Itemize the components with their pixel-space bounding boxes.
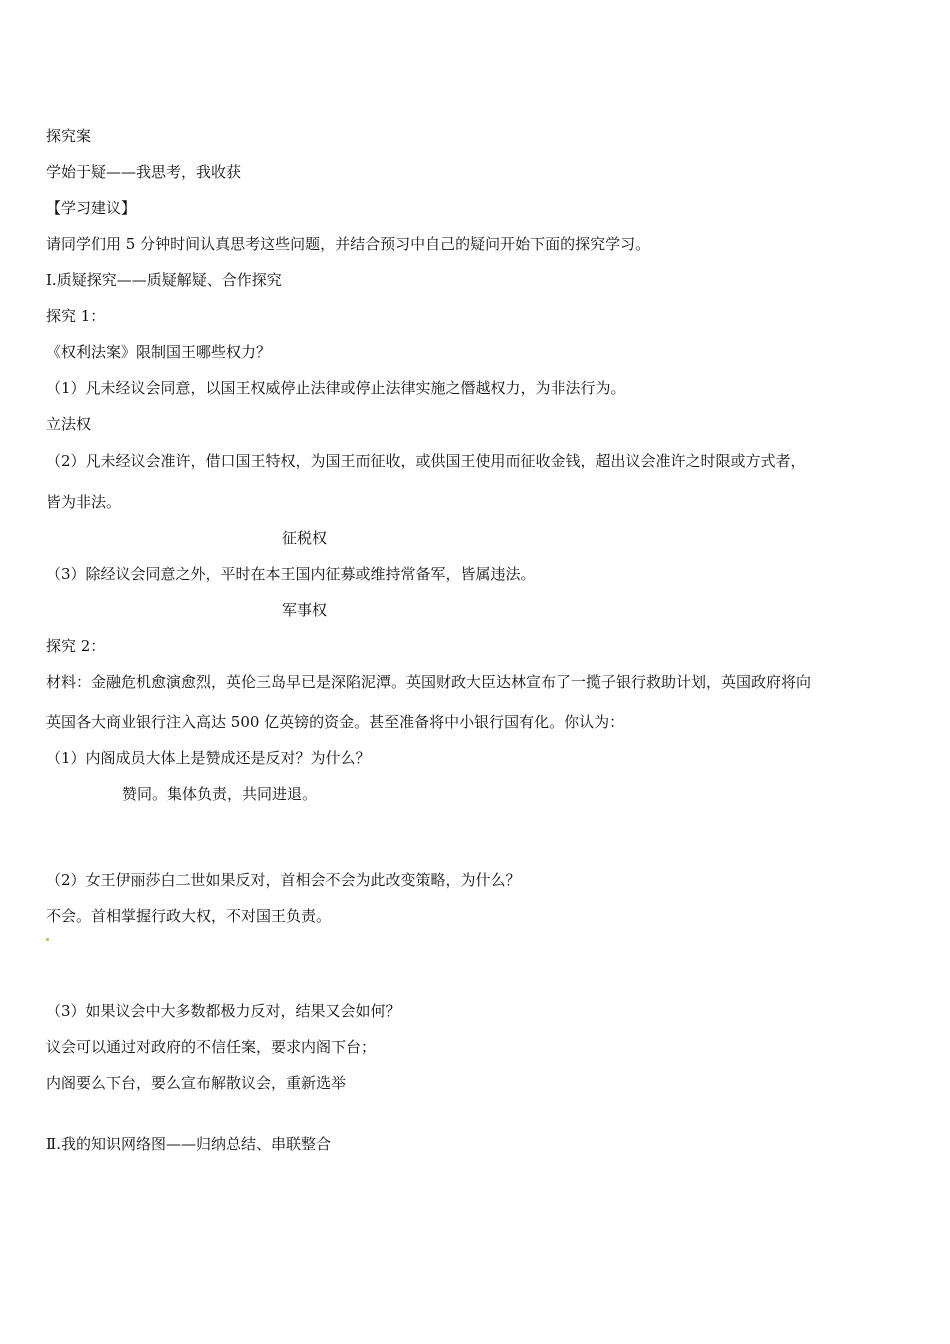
inquiry1-item2-line1: （2）凡未经议会准许，借口国王特权，为国王而征收，或供国王使用而征收金钱，超出议会准许之时限或方式者， <box>46 452 806 470</box>
inquiry2-a3-line1: 议会可以通过对政府的不信任案，要求内阁下台； <box>46 1038 377 1056</box>
inquiry2-label: 探究 2： <box>46 637 106 655</box>
inquiry2-material-line1: 材料：金融危机愈演愈烈，英伦三岛早已是深陷泥潭。英国财政大臣达林宣布了一揽子银行救助计划，英国政府将向 <box>46 673 812 691</box>
inquiry1-item3: （3）除经议会同意之外，平时在本王国内征募或维持常备军，皆属违法。 <box>46 565 536 583</box>
inquiry2-q3: （3）如果议会中大多数都极力反对，结果又会如何？ <box>46 1002 401 1020</box>
doc-title: 探究案 <box>46 127 92 145</box>
section2-title: Ⅱ.我的知识网络图——归纳总结、串联整合 <box>46 1135 331 1153</box>
inquiry2-a3-line2: 内阁要么下台，要么宣布解散议会，重新选举 <box>46 1074 347 1092</box>
inquiry2-q1: （1）内阁成员大体上是赞成还是反对？为什么？ <box>46 749 371 767</box>
inquiry1-question: 《权利法案》限制国王哪些权力？ <box>46 343 272 361</box>
inquiry1-label: 探究 1： <box>46 307 106 325</box>
inquiry2-q2: （2）女王伊丽莎白二世如果反对，首相会不会为此改变策略，为什么？ <box>46 871 521 889</box>
inquiry1-answer1: 立法权 <box>46 415 92 433</box>
advice-header: 【学习建议】 <box>46 199 137 217</box>
inquiry2-a2: 不会。首相掌握行政大权，不对国王负责。 <box>46 907 332 925</box>
inquiry1-answer3: 军事权 <box>282 601 328 619</box>
inquiry1-answer2: 征税权 <box>282 529 328 547</box>
inquiry2-material-line2: 英国各大商业银行注入高达 500 亿英镑的资金。甚至准备将中小银行国有化。你认为： <box>46 713 625 731</box>
doc-subtitle: 学始于疑——我思考，我收获 <box>46 163 242 181</box>
stray-mark <box>46 938 49 941</box>
inquiry1-item2-line2: 皆为非法。 <box>46 493 122 511</box>
inquiry1-item1: （1）凡未经议会同意，以国王权威停止法律或停止法律实施之僭越权力，为非法行为。 <box>46 379 626 397</box>
section1-title: Ⅰ.质疑探究——质疑解疑、合作探究 <box>46 271 282 289</box>
advice-text: 请同学们用 5 分钟时间认真思考这些问题，并结合预习中自己的疑问开始下面的探究学习。 <box>46 235 651 253</box>
inquiry2-a1: 赞同。集体负责，共同进退。 <box>122 785 318 803</box>
